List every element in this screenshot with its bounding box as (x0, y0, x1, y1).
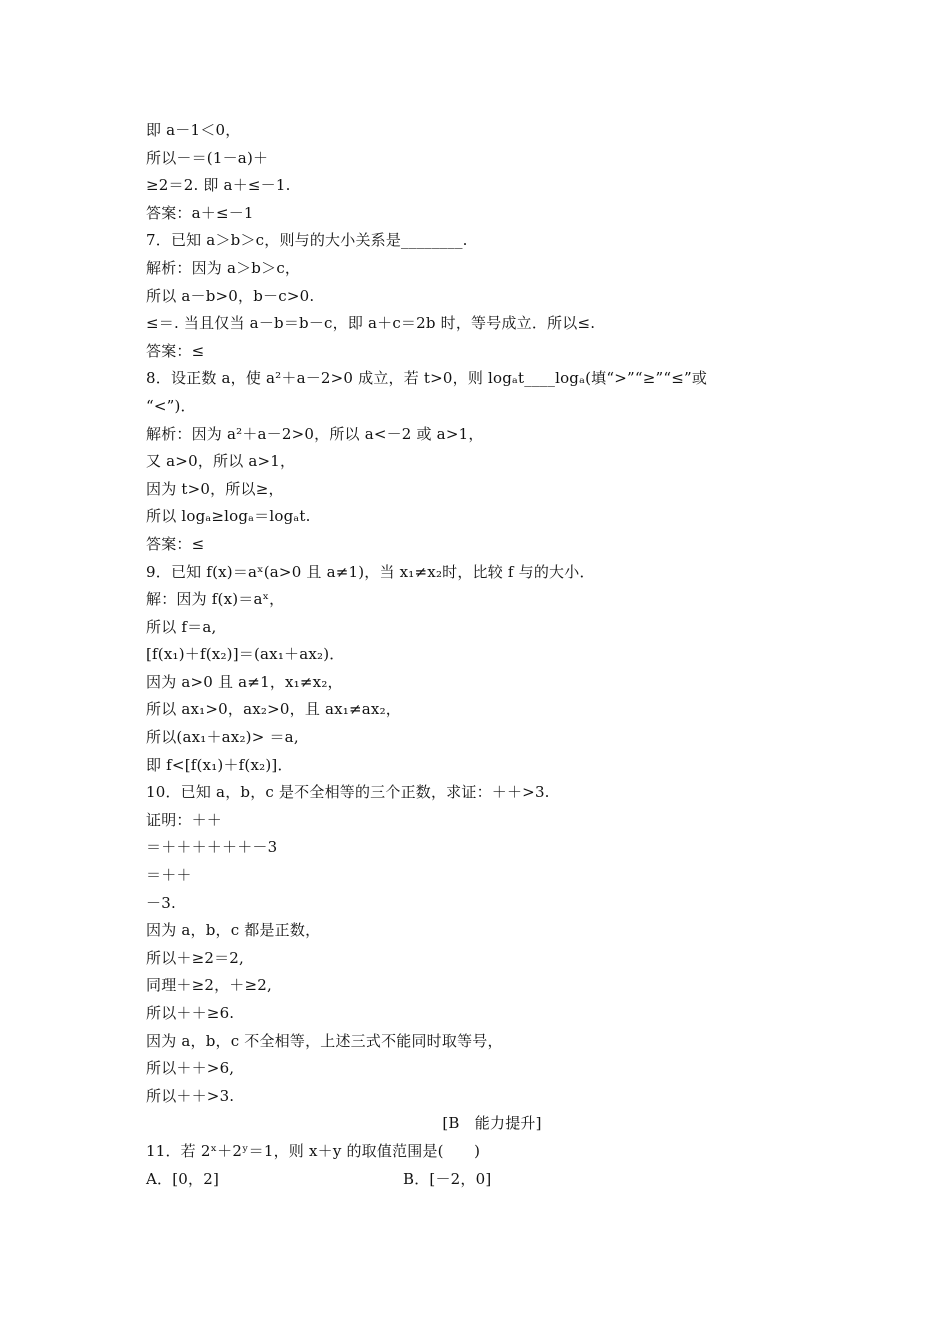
text-line: ≤＝. 当且仅当 a－b＝b－c，即 a＋c＝2b 时，等号成立．所以≤. (146, 314, 596, 333)
text-line: 解析：因为 a²＋a－2>0，所以 a<－2 或 a>1， (146, 424, 484, 443)
text-line: 证明：＋＋ (146, 810, 223, 829)
option-b: B．[－2，0] (403, 1169, 492, 1188)
text-line: 即 f<[f(x₁)＋f(x₂)]． (146, 755, 293, 774)
question-10: 10．已知 a，b，c 是不全相等的三个正数，求证：＋＋>3. (146, 783, 550, 802)
document-body (146, 117, 810, 1193)
question-11: 11．若 2ˣ＋2ʸ＝1，则 x＋y 的取值范围是( ) (146, 1141, 481, 1160)
text-line: 所以 ax₁>0，ax₂>0，且 ax₁≠ax₂， (146, 700, 401, 719)
text-line: 所以＋＋>6, (146, 1059, 235, 1078)
text-line: 因为 a>0 且 a≠1，x₁≠x₂， (146, 672, 343, 691)
text-line: －3. (146, 893, 176, 912)
text-line: 因为 a，b，c 都是正数， (146, 921, 321, 940)
text-line: 因为 t>0，所以≥， (146, 479, 284, 498)
question-7: 7．已知 a＞b＞c，则与的大小关系是________. (146, 231, 468, 250)
text-line: 所以＋＋>3. (146, 1086, 235, 1105)
text-line: 所以 logₐ≥logₐ＝logₐt. (146, 507, 311, 526)
text-line: 解析：因为 a＞b＞c， (146, 258, 301, 277)
answer-line: 答案：a＋≤－1 (146, 203, 254, 222)
text-line: 所以＋＋≥6. (146, 1004, 235, 1022)
text-line: [f(x₁)＋f(x₂)]＝(ax₁＋ax₂)． (146, 645, 345, 664)
question-9: 9．已知 f(x)＝aˣ(a>0 且 a≠1)，当 x₁≠x₂时，比较 f 与的大小． (146, 562, 595, 581)
text-line: 因为 a，b，c 不全相等，上述三式不能同时取等号， (146, 1031, 503, 1050)
section-title: [B 能力提升] (442, 1114, 542, 1133)
text-line: ≥2＝2. 即 a＋≤－1. (146, 176, 291, 195)
text-line: 所以＋≥2＝2, (146, 948, 245, 967)
text-line: 同理＋≥2，＋≥2, (146, 976, 272, 995)
answer-line: 答案：≤ (146, 341, 205, 360)
options-row (146, 1166, 810, 1194)
text-line: 所以－＝(1－a)＋ (146, 148, 269, 167)
text-line: 所以 f＝a, (146, 617, 217, 636)
text-line: 即 a－1＜0， (146, 121, 241, 139)
text-line: 所以(ax₁＋ax₂)> ＝a, (146, 728, 299, 747)
text-line: ＝＋＋＋＋＋＋－3 (146, 838, 278, 857)
question-8: 8．设正数 a，使 a²＋a－2>0 成立，若 t>0，则 logₐt____logₐ(填“>”“≥”“≤”或 (146, 369, 708, 388)
text-line: 解：因为 f(x)＝aˣ， (146, 590, 285, 609)
answer-line: 答案：≤ (146, 534, 205, 553)
text-line: 又 a>0，所以 a>1， (146, 452, 296, 471)
text-line: 所以 a－b>0，b－c>0. (146, 286, 315, 305)
option-a: A．[0，2] (146, 1169, 220, 1188)
text-line: ＝＋＋ (146, 866, 192, 885)
question-8-continued: “<”)． (146, 396, 196, 415)
